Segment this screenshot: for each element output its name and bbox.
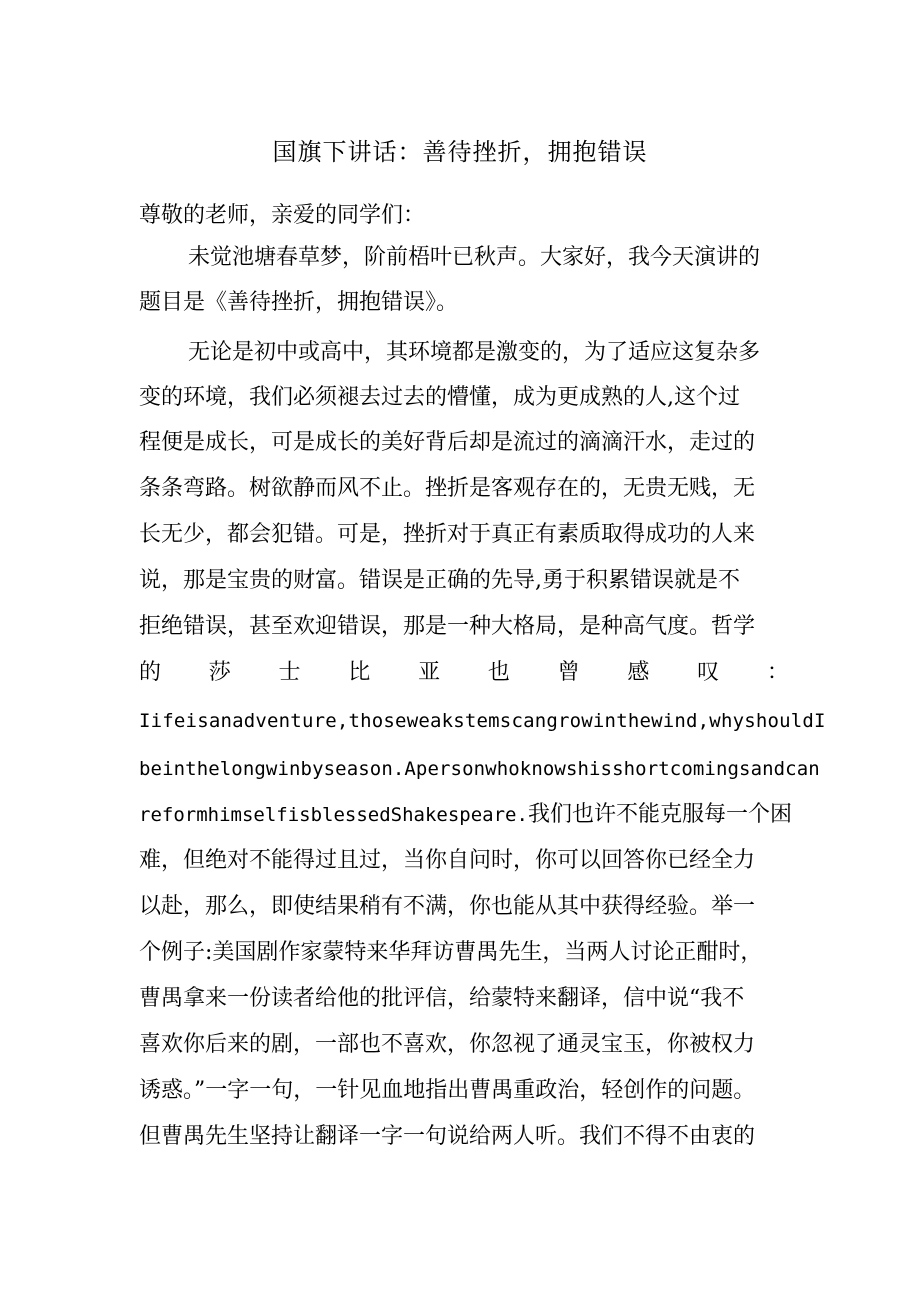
speech-title: 国旗下讲话：善待挫折，拥抱错误 [272,138,648,166]
paragraph-line: 题目是《善待挫折，拥抱错误》。 [139,290,459,315]
paragraph-line: 变的环境，我们必须褪去过去的懵懂，成为更成熟的人,这个过 [139,385,740,410]
quote-attribution: reformhimselfisblessedShakespeare. [139,804,528,826]
paragraph-line: 喜欢你后来的剧，一部也不喜欢，你忽视了通灵宝玉，你被权力 [139,1032,756,1057]
paragraph-line: 难，但绝对不能得过且过，当你自问时，你可以回答你已经全力 [139,848,756,873]
paragraph-line: 但曹禺先生坚持让翻译一字一句说给两人听。我们不得不由衷的 [139,1124,756,1149]
paragraph-line: 个例子:美国剧作家蒙特来华拜访曹禺先生，当两人讨论正酣时， [139,940,763,965]
quote-follow-text: 我们也许不能克服每一个困 [527,802,792,827]
spaced-char: 比 [348,660,371,685]
salutation-line: 尊敬的老师，亲爱的同学们： [139,203,426,228]
paragraph-line: 长无少，都会犯错。可是，挫折对于真正有素质取得成功的人来 [139,522,756,547]
spaced-char: 莎 [208,660,231,685]
spaced-char: 也 [487,660,510,685]
english-quote-line: beinthelongwinbyseason.Apersonwhoknowshisshortcomingsandcan [139,758,820,780]
spaced-char: ： [766,660,789,685]
english-quote-line: Iifeisanadventure,thoseweakstemscangrowinthewind,whyshouldI [139,710,826,732]
paragraph-line: 诱惑。”一字一句，一针见血地指出曹禺重政治，轻创作的问题。 [139,1078,756,1103]
paragraph-line: 程便是成长，可是成长的美好背后却是流过的滴滴汗水，走过的 [139,430,756,455]
paragraph-line: 无论是初中或高中，其环境都是激变的，为了适应这复杂多 [188,340,761,365]
paragraph-line: 以赴，那么，即使结果稍有不满，你也能从其中获得经验。举一 [139,894,756,919]
spaced-line [139,655,789,691]
spaced-char: 的 [139,660,162,685]
spaced-char: 亚 [418,660,441,685]
spaced-char: 叹 [697,660,720,685]
spaced-char: 士 [278,660,301,685]
spaced-char: 曾 [557,660,580,685]
paragraph-line: 未觉池塘春草梦，阶前梧叶已秋声。大家好，我今天演讲的 [188,245,761,270]
paragraph-line: 说，那是宝贵的财富。错误是正确的先导,勇于积累错误就是不 [139,568,740,593]
paragraph-line: 曹禺拿来一份读者给他的批评信，给蒙特来翻译，信中说“我不 [139,986,745,1011]
mixed-quote-line [139,797,792,833]
paragraph-line: 条条弯路。树欲静而风不止。挫折是客观存在的，无贵无贱，无 [139,476,756,501]
spaced-char: 感 [627,660,650,685]
paragraph-line: 拒绝错误，甚至欢迎错误，那是一种大格局，是种高气度。哲学 [139,614,756,639]
